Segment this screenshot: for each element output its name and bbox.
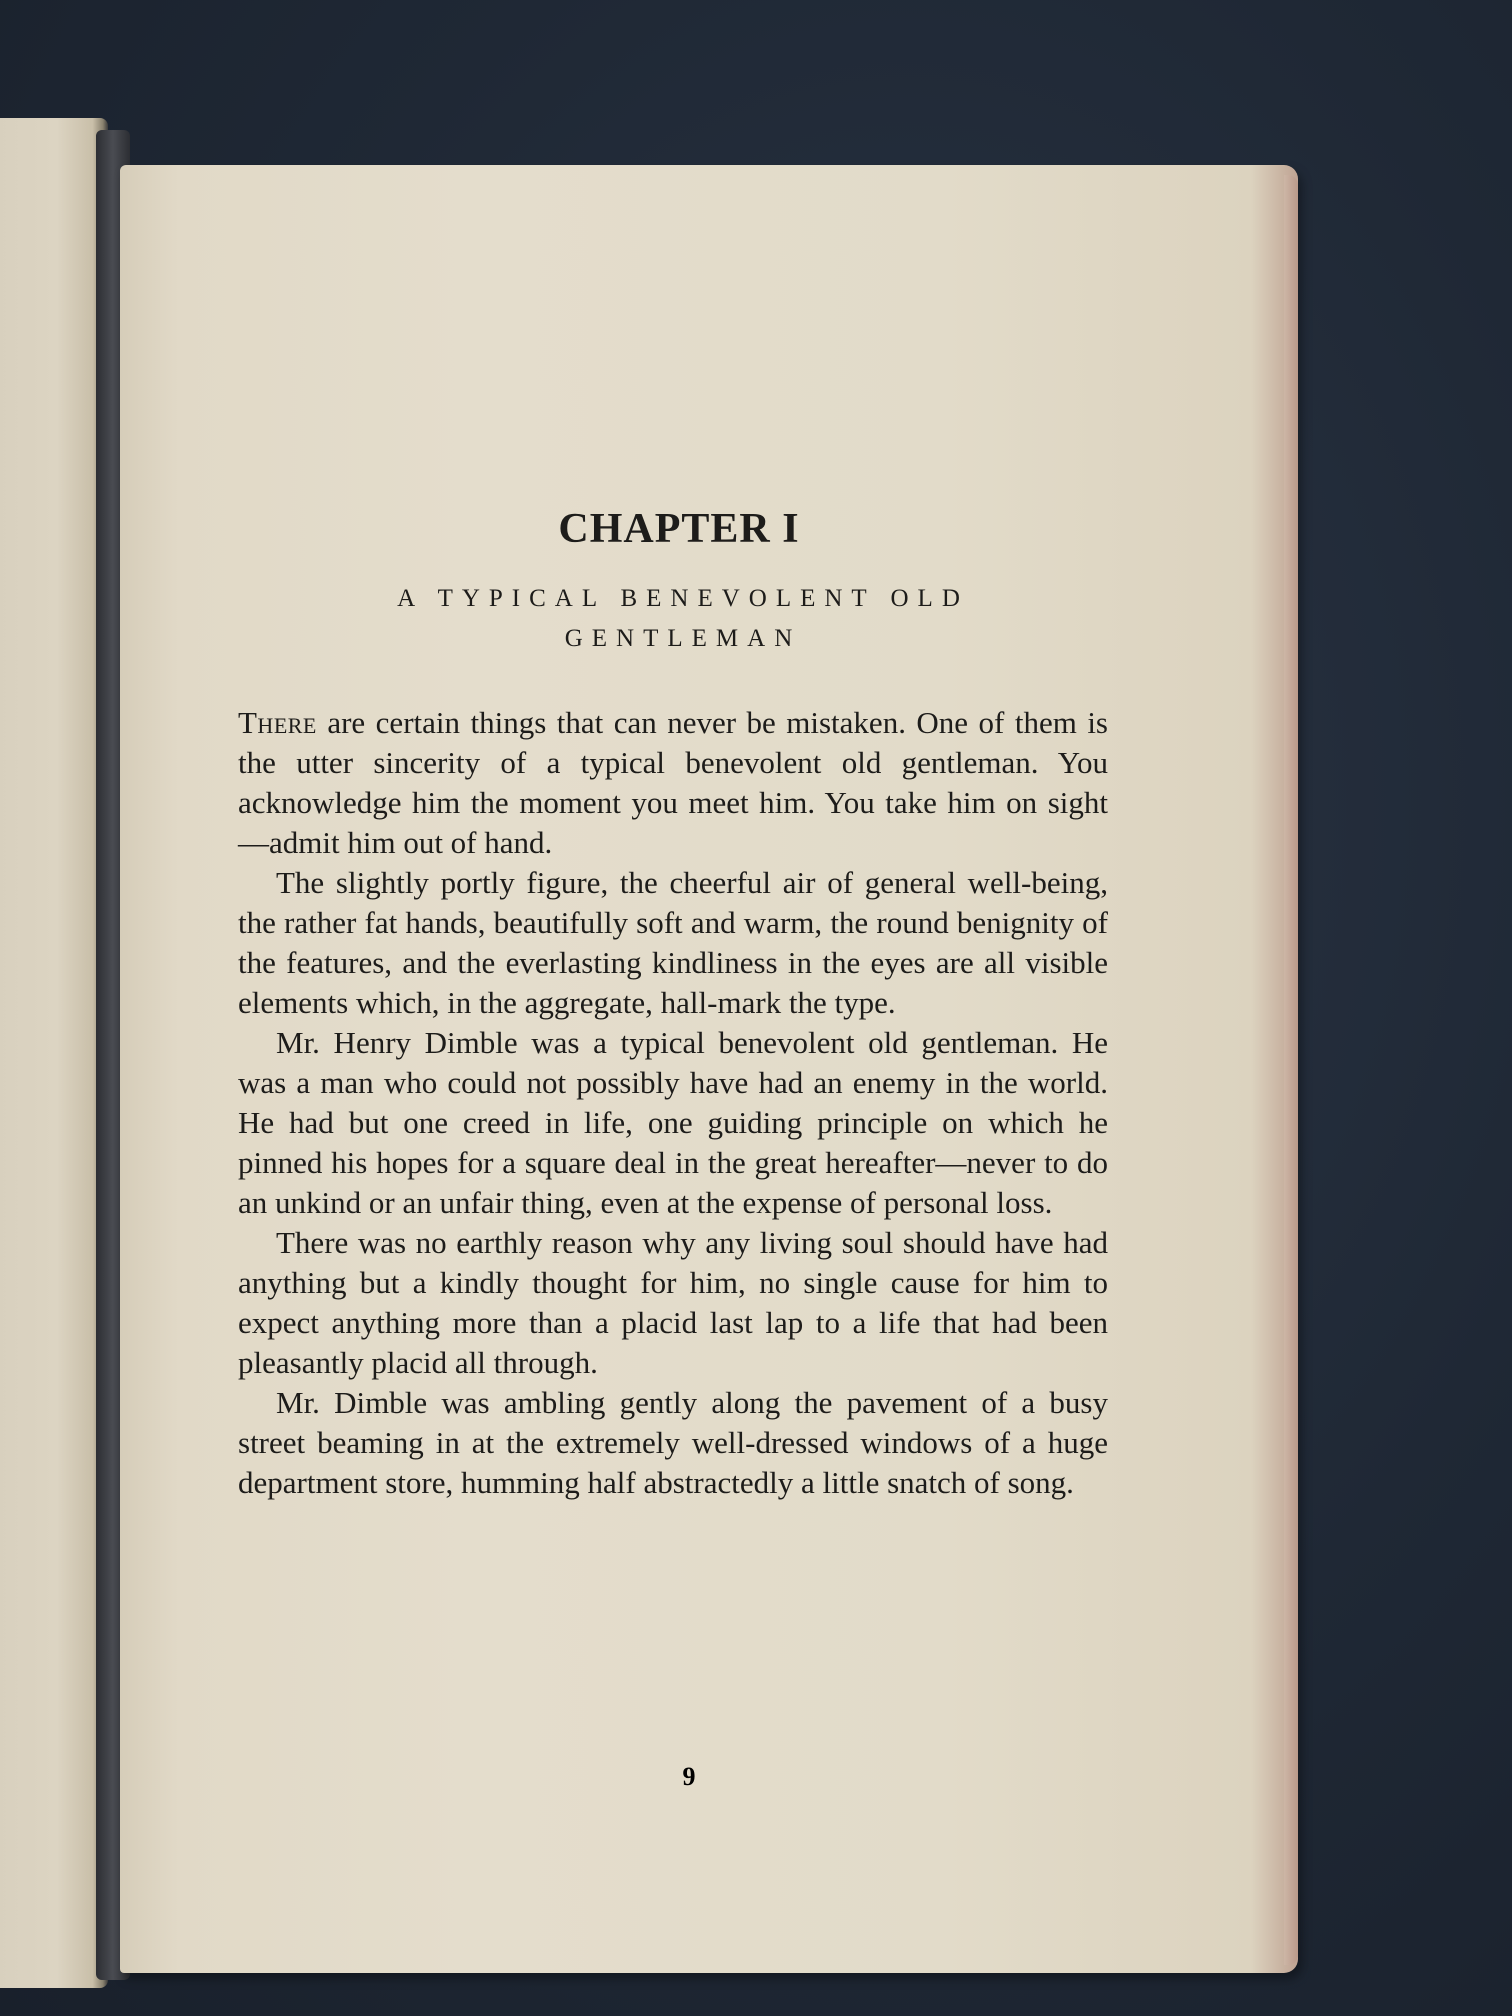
page-number: 9	[682, 1762, 696, 1791]
chapter-title: CHAPTER I	[558, 506, 800, 552]
page-content	[238, 505, 1108, 1503]
chapter-subtitle	[238, 579, 1108, 659]
paragraph-1-text: are certain things that can never be mistaken. One of them is the utter sincerity of a typical benevolent old gentleman. You acknowledge him the moment you meet him. You take him on sight—admit him out of hand.	[238, 705, 1108, 860]
page-edge	[1284, 175, 1298, 1965]
paragraph-2: The slightly portly figure, the cheerful air of general well-being, the rather fat hands, beautifully soft and warm, the round benignity of the features, and the everlasting kindliness in the eyes are all visible elements which, in the aggregate, hall-mark the type.	[238, 865, 1108, 1020]
paragraph-1-lead-word: There	[238, 705, 317, 740]
left-page-edge	[0, 118, 108, 1988]
paragraph-3: Mr. Henry Dimble was a typical benevolent old gentleman. He was a man who could not possibly have had an enemy in the world. He had but one creed in life, one guiding principle on which he pinned his hopes for a square deal in the great hereafter—never to do an unkind or an unfair thing, even at the expense of personal loss.	[238, 1025, 1108, 1220]
paragraph-1	[238, 703, 1108, 863]
paragraph-5: Mr. Dimble was ambling gently along the pavement of a busy street beaming in at the extremely well-dressed windows of a huge department store, humming half abstractedly a little snatch of song.	[238, 1385, 1108, 1500]
chapter-subtitle-line-2: GENTLEMAN	[564, 625, 802, 652]
paragraph-4: There was no earthly reason why any living soul should have had anything but a kindly thought for him, no single cause for him to expect anything more than a placid last lap to a life that had been pleasantly placid all through.	[238, 1225, 1108, 1380]
chapter-subtitle-line-1: A TYPICAL BENEVOLENT OLD	[397, 585, 969, 612]
